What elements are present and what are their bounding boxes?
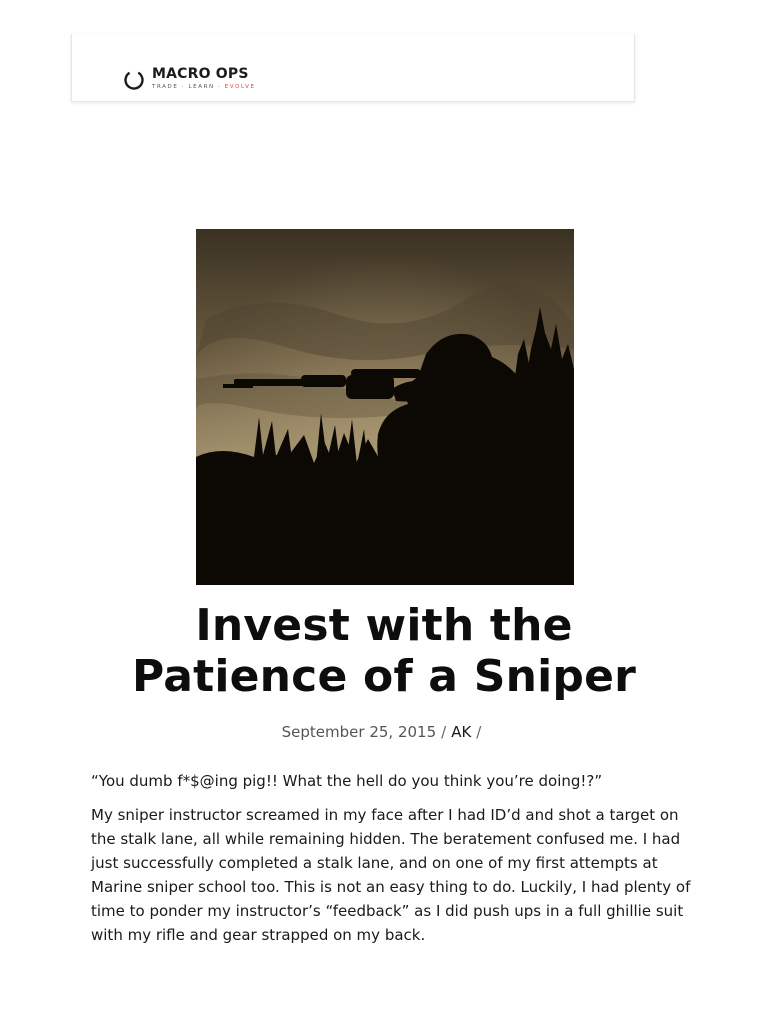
site-logo[interactable] — [123, 68, 256, 91]
post-date: September 25, 2015 — [281, 723, 437, 741]
post-title: Invest with the Patience of a Sniper — [131, 600, 637, 702]
post-paragraph: My sniper instructor screamed in my face after I had ID’d and shot a target on the stalk lane, all while remaining hidden. The beratement confused me. I had just successfully completed a stalk lane, and on one of my first attempts at Marine sniper school too. This is not an easy thing to do. Luckily, I had plenty of time to ponder my instructor’s “feedback” as I did push ups in a full ghillie suit with my rifle and gear strapped on my back. — [91, 806, 691, 944]
logo-wordmark: MACRO OPS — [152, 66, 249, 82]
site-header — [71, 34, 635, 102]
logo-ring-icon — [123, 69, 145, 91]
hero-image — [196, 229, 574, 585]
post-meta — [0, 723, 768, 741]
post-author-link[interactable]: AK — [451, 723, 472, 741]
meta-separator: / — [476, 723, 482, 741]
post-content — [91, 769, 691, 957]
meta-separator: / — [441, 723, 447, 741]
post-paragraph: “You dumb f*$@ing pig!! What the hell do you think you’re doing!?” — [91, 772, 603, 790]
logo-tagline: TRADE · LEARN · EVOLVE — [152, 84, 256, 90]
